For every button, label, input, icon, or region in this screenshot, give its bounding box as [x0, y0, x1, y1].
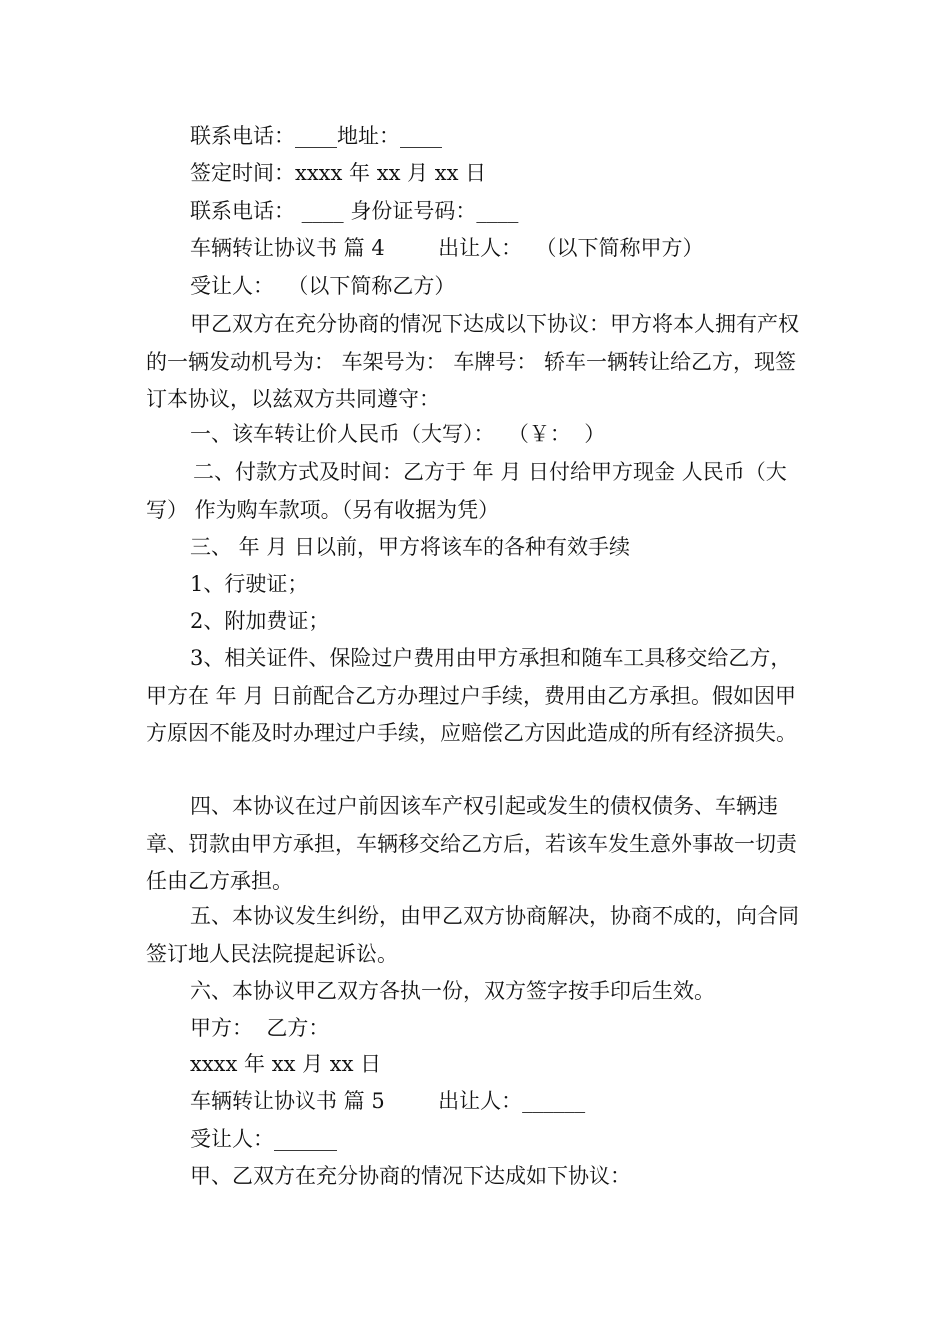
item-2: 2、附加费证；	[190, 609, 330, 633]
clause-2: 二、付款方式及时间：乙方于 年 月 日付给甲方现金 人民币（大写） 作为购车款项。（另有收据为凭）	[146, 460, 787, 522]
section5-buyer-line: 受让人：______	[190, 1127, 337, 1151]
section4-buyer-line: 受让人： （以下简称乙方）	[190, 274, 456, 298]
section4-title-line: 车辆转让协议书 篇 4 出让人： （以下简称甲方）	[190, 236, 704, 260]
clause-5: 五、本协议发生纠纷，由甲乙双方协商解决，协商不成的，向合同签订地人民法院提起诉讼。	[146, 904, 799, 966]
section4-intro-paragraph: 甲乙双方在充分协商的情况下达成以下协议：甲方将本人拥有产权的一辆发动机号为： 车架号为： 车牌号： 轿车一辆转让给乙方，现签订本协议，以兹双方共同遵守：	[146, 312, 799, 411]
contact-phone-address-line: 联系电话：____地址：____	[190, 124, 442, 148]
clause-4: 四、本协议在过户前因该车产权引起或发生的债权债务、车辆违章、罚款由甲方承担，车辆移交给乙方后，若该车发生意外事故一切责任由乙方承担。	[146, 794, 797, 893]
item-3: 3、相关证件、保险过户费用由甲方承担和随车工具移交给乙方，甲方在 年 月 日前配合乙方办理过户手续，费用由乙方承担。假如因甲方原因不能及时办理过户手续，应赔偿乙方因此造成的所有经济损失。	[146, 646, 797, 745]
item-1: 1、行驶证；	[190, 572, 309, 596]
clause-6: 六、本协议甲乙双方各执一份，双方签字按手印后生效。	[190, 979, 715, 1003]
clause-3: 三、 年 月 日以前，甲方将该车的各种有效手续	[190, 535, 631, 559]
parties-signature-line: 甲方： 乙方：	[190, 1016, 330, 1040]
contact-phone-id-line: 联系电话： ____ 身份证号码：____	[190, 199, 519, 223]
signature-date-line: xxxx 年 xx 月 xx 日	[190, 1052, 382, 1076]
sign-date-line: 签定时间：xxxx 年 xx 月 xx 日	[190, 161, 487, 185]
section5-intro-line: 甲、乙双方在充分协商的情况下达成如下协议：	[190, 1164, 631, 1188]
section5-title-line: 车辆转让协议书 篇 5 出让人：______	[190, 1089, 586, 1113]
clause-1: 一、该车转让价人民币（大写）： （￥： ）	[190, 422, 606, 446]
